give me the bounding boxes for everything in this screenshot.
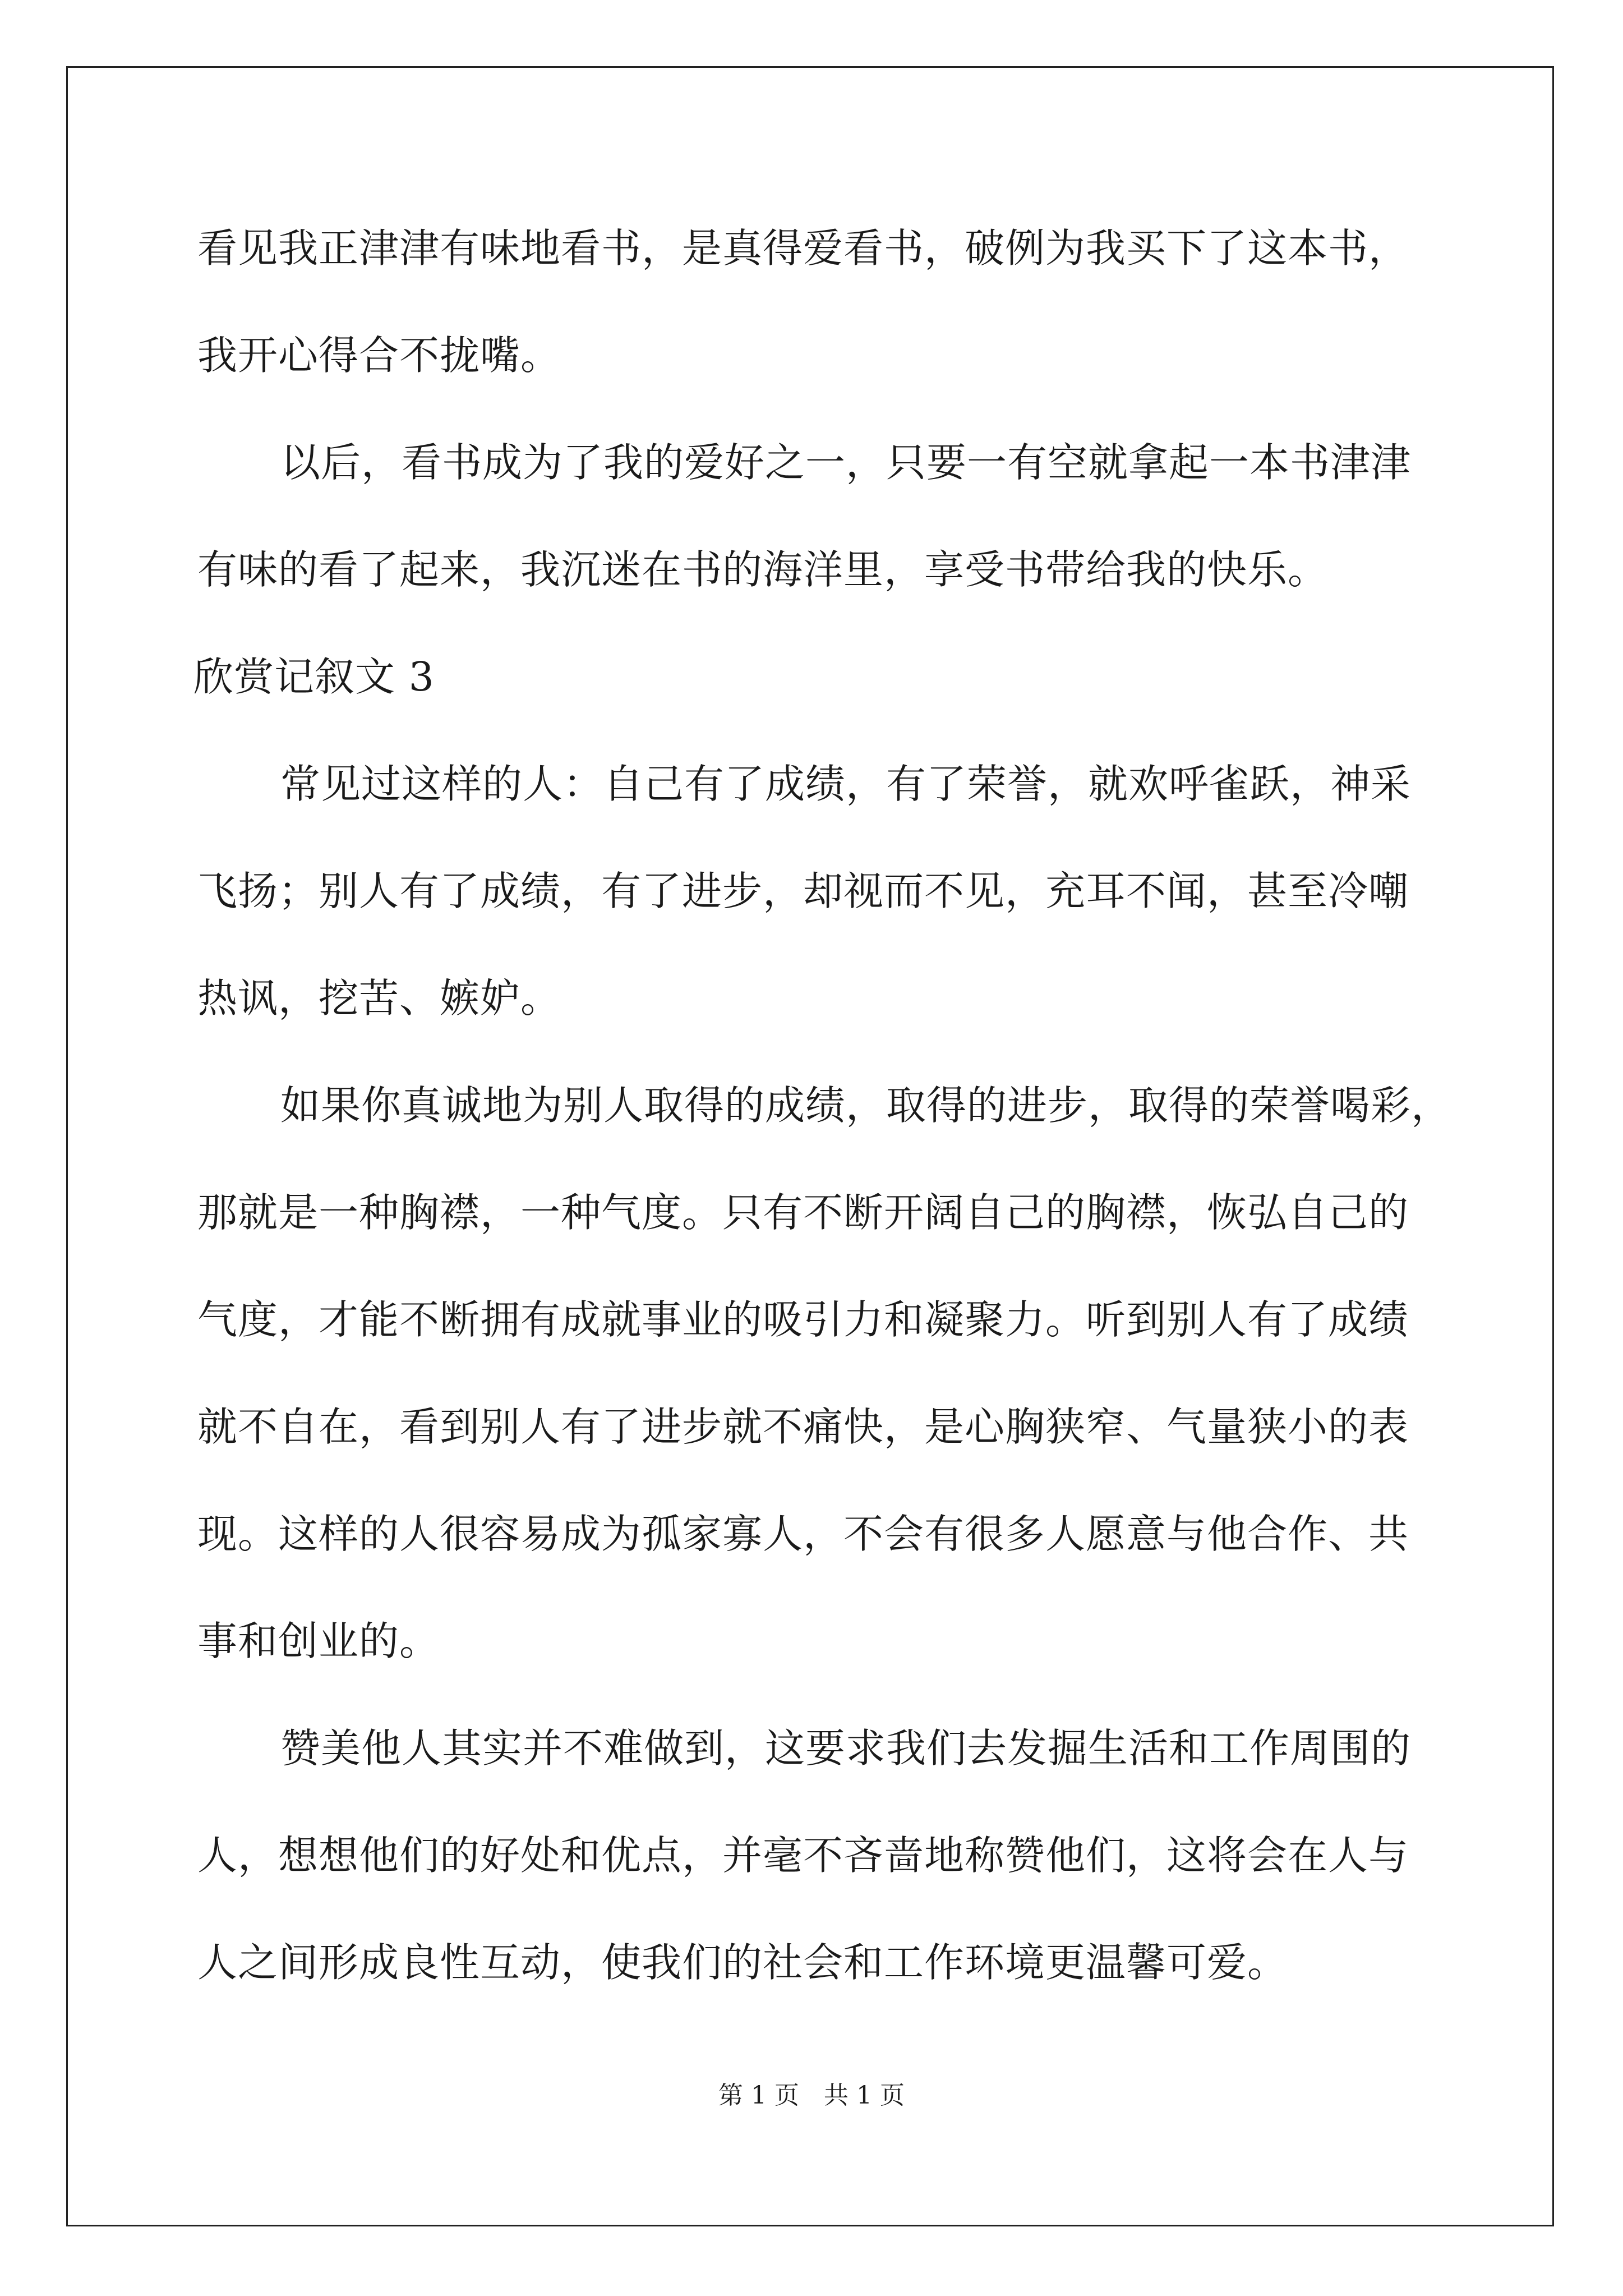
paragraph-line: 现。这样的人很容易成为孤家寡人，不会有很多人愿意与他合作、共	[197, 1511, 1409, 1557]
paragraph-line: 赞美他人其实并不难做到，这要求我们去发掘生活和工作周围的	[280, 1725, 1412, 1772]
document-body	[193, 222, 1452, 1989]
paragraph-line: 我开心得合不拢嘴。	[197, 332, 561, 379]
paragraph-line: 热讽，挖苦、嫉妒。	[197, 975, 561, 1022]
paragraph-line: 那就是一种胸襟，一种气度。只有不断开阔自己的胸襟，恢弘自己的	[197, 1189, 1409, 1236]
section-heading: 欣赏记叙文 3	[193, 654, 435, 700]
paragraph-line: 飞扬；别人有了成绩，有了进步，却视而不见，充耳不闻，甚至冷嘲	[197, 868, 1409, 914]
paragraph-line: 事和创业的。	[197, 1618, 440, 1664]
page-number-footer: 第 1 页 共 1 页	[718, 2081, 905, 2110]
paragraph-line: 人之间形成良性互动，使我们的社会和工作环境更温馨可爱。	[197, 1939, 1288, 1986]
paragraph-line: 人，想想他们的好处和优点，并毫不吝啬地称赞他们，这将会在人与	[197, 1832, 1409, 1879]
paragraph-line: 气度，才能不断拥有成就事业的吸引力和凝聚力。听到别人有了成绩	[197, 1296, 1409, 1343]
paragraph-line: 有味的看了起来，我沉迷在书的海洋里，享受书带给我的快乐。	[197, 546, 1329, 593]
paragraph-line: 就不自在，看到别人有了进步就不痛快，是心胸狭窄、气量狭小的表	[197, 1404, 1409, 1450]
paragraph-line: 如果你真诚地为别人取得的成绩，取得的进步，取得的荣誉喝彩，	[280, 1082, 1452, 1129]
paragraph-line: 常见过这样的人：自己有了成绩，有了荣誉，就欢呼雀跃，神采	[280, 761, 1412, 807]
paragraph-line: 以后，看书成为了我的爱好之一，只要一有空就拿起一本书津津	[280, 439, 1412, 486]
paragraph-line: 看见我正津津有味地看书，是真得爱看书，破例为我买下了这本书，	[197, 225, 1409, 272]
